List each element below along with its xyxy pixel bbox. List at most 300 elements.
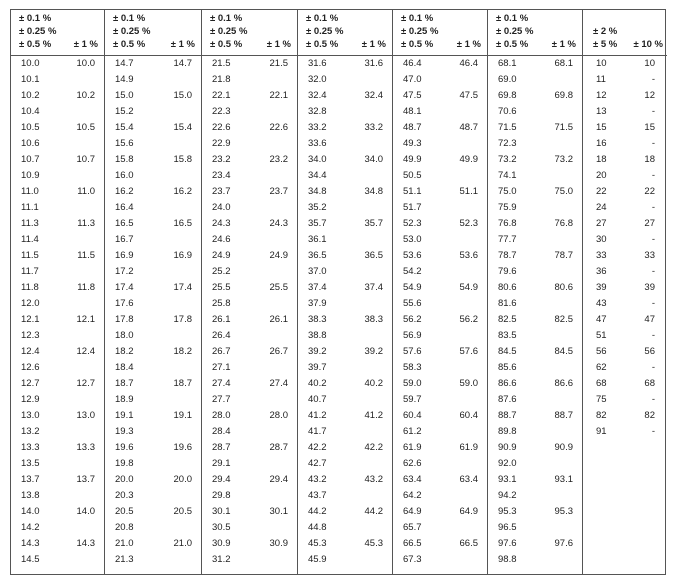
value-cell: 22.1 [212,90,231,101]
value-cell: 13.2 [21,426,40,437]
value-cell: 45.9 [308,554,327,565]
value-cell: 13.8 [21,490,40,501]
value-cell: - [651,298,655,309]
value-cell: 42.2 [308,442,327,453]
value-cell: 10 [644,58,655,69]
value-cell: 11.3 [77,218,95,229]
value-cell: 20.5 [115,506,134,517]
value-cell: 34.0 [308,154,327,165]
value-cell: 18 [596,154,607,165]
value-cell: 69.0 [498,74,517,85]
value-cell: 44.8 [308,522,327,533]
value-cell: 96.5 [498,522,517,533]
value-cell: 58.3 [403,362,422,373]
value-cell: 34.0 [364,154,383,165]
value-cell: 16.9 [115,250,134,261]
value-cell: 59.0 [403,378,422,389]
tolerance-group [488,10,583,574]
value-cell: 28.0 [212,410,231,421]
value-cell: 71.5 [498,122,517,133]
value-cell: 13.7 [21,474,40,485]
value-cell: 67.3 [403,554,422,565]
header-label: ± 0.25 % [496,26,534,37]
value-cell: 56.2 [459,314,478,325]
value-cell: 11.0 [21,186,39,197]
value-cell: 12.1 [76,314,95,325]
value-cell: 19.1 [173,410,192,421]
value-cell: 10.0 [21,58,40,69]
value-cell: 87.6 [498,394,517,405]
value-cell: 33.6 [308,138,327,149]
header-label: ± 0.5 % [210,39,243,50]
value-cell: 41.7 [308,426,327,437]
header-label: ± 0.1 % [306,13,339,24]
value-cell: 40.2 [308,378,327,389]
value-cell: 10.5 [21,122,40,133]
value-cell: - [651,362,655,373]
value-cell: 68.1 [554,58,573,69]
value-cell: 59.7 [403,394,422,405]
value-cell: 63.4 [459,474,478,485]
value-cell: 31.2 [212,554,231,565]
value-cell: 26.1 [212,314,231,325]
value-cell: 25.5 [269,282,288,293]
value-cell: 39.2 [364,346,383,357]
value-cell: 23.2 [269,154,288,165]
value-cell: 11.0 [77,186,95,197]
header-label: ± 2 % [593,26,618,37]
value-cell: 68.1 [498,58,517,69]
value-cell: 42.7 [308,458,327,469]
value-cell: 32.8 [308,106,327,117]
value-cell: 72.3 [498,138,517,149]
value-cell: 12.1 [21,314,40,325]
value-cell: 15.0 [173,90,192,101]
tolerance-group [393,10,488,574]
value-cell: 28.0 [269,410,288,421]
value-cell: 20.5 [173,506,192,517]
value-cell: 89.8 [498,426,517,437]
value-cell: 95.3 [554,506,573,517]
tolerance-group [298,10,393,574]
value-cell: 21.5 [269,58,288,69]
value-cell: 29.4 [212,474,231,485]
value-cell: 56.9 [403,330,422,341]
value-cell: 42.2 [364,442,383,453]
group-header [202,10,297,56]
value-cell: 21.8 [212,74,231,85]
value-cell: 15.8 [173,154,192,165]
header-label: ± 0.5 % [306,39,339,50]
value-cell: 37.0 [308,266,327,277]
header-label: ± 0.5 % [19,39,52,50]
group-header [393,10,487,56]
header-label: ± 0.25 % [306,26,344,37]
value-cell: 12.6 [21,362,40,373]
value-cell: 19.6 [115,442,134,453]
value-cell: 10.6 [21,138,40,149]
header-label: ± 10 % [633,39,663,50]
value-cell: 16.4 [115,202,134,213]
value-cell: 35.7 [364,218,383,229]
value-cell: 10.4 [21,106,40,117]
value-cell: 21.5 [212,58,231,69]
value-cell: 19.1 [115,410,134,421]
value-cell: 81.6 [498,298,517,309]
value-cell: 94.2 [498,490,517,501]
value-cell: 14.7 [115,58,134,69]
value-cell: 79.6 [498,266,517,277]
value-cell: 12.7 [21,378,40,389]
value-cell: 11.3 [21,218,39,229]
value-cell: 32.4 [364,90,383,101]
value-cell: 15.8 [115,154,134,165]
value-cell: 18.4 [115,362,134,373]
value-cell: 26.4 [212,330,231,341]
value-cell: 64.2 [403,490,422,501]
value-cell: 11.7 [21,266,39,277]
value-cell: 17.4 [173,282,192,293]
header-label: ± 0.25 % [113,26,151,37]
value-cell: 43 [596,298,607,309]
value-cell: 38.3 [364,314,383,325]
value-cell: 21.0 [115,538,134,549]
value-cell: 12.9 [21,394,40,405]
value-cell: 12.3 [21,330,40,341]
value-cell: 40.2 [364,378,383,389]
value-cell: 43.7 [308,490,327,501]
value-cell: 38.3 [308,314,327,325]
value-cell: 25.2 [212,266,231,277]
value-cell: 24.9 [212,250,231,261]
value-cell: 16.2 [173,186,192,197]
resistor-value-table [10,9,666,575]
value-cell: 64.9 [459,506,478,517]
value-cell: 33.2 [308,122,327,133]
value-cell: 10.2 [21,90,40,101]
value-cell: 19.8 [115,458,134,469]
value-cell: 47.5 [403,90,422,101]
value-cell: 10.9 [21,170,40,181]
value-cell: 61.9 [403,442,422,453]
value-cell: 49.3 [403,138,422,149]
value-cell: 33 [596,250,607,261]
value-cell: 29.4 [269,474,288,485]
value-cell: 53.6 [459,250,478,261]
value-cell: 49.9 [403,154,422,165]
value-cell: 77.7 [498,234,517,245]
value-cell: 27.1 [212,362,231,373]
value-cell: 30 [596,234,607,245]
value-cell: 97.6 [554,538,573,549]
value-cell: 47.0 [403,74,422,85]
value-cell: - [651,138,655,149]
value-cell: - [651,74,655,85]
group-header [298,10,392,56]
value-cell: 10.7 [21,154,40,165]
value-cell: 28.4 [212,426,231,437]
group-header [11,10,104,56]
header-label: ± 0.25 % [19,26,57,37]
value-cell: 11.1 [21,202,39,213]
value-cell: 14.3 [21,538,40,549]
value-cell: 84.5 [554,346,573,357]
value-cell: 82.5 [554,314,573,325]
value-cell: 66.5 [403,538,422,549]
value-cell: 26.7 [269,346,288,357]
value-cell: 15.2 [115,106,134,117]
value-cell: 41.2 [364,410,383,421]
value-cell: 44.2 [364,506,383,517]
value-cell: 92.0 [498,458,517,469]
value-cell: - [651,394,655,405]
value-cell: 53.0 [403,234,422,245]
group-header [105,10,201,56]
value-cell: 59.0 [459,378,478,389]
value-cell: 80.6 [498,282,517,293]
value-cell: 80.6 [554,282,573,293]
value-cell: 34.4 [308,170,327,181]
header-label: ± 0.5 % [113,39,146,50]
value-cell: 75.0 [554,186,573,197]
value-cell: 15.0 [115,90,134,101]
value-cell: 73.2 [498,154,517,165]
value-cell: 75.9 [498,202,517,213]
value-cell: 22.3 [212,106,231,117]
header-label: ± 1 % [551,39,576,50]
value-cell: 12.0 [21,298,40,309]
value-cell: 14.3 [76,538,95,549]
value-cell: 13.0 [76,410,95,421]
value-cell: - [651,426,655,437]
value-cell: 86.6 [498,378,517,389]
value-cell: 18.9 [115,394,134,405]
value-cell: 85.6 [498,362,517,373]
value-cell: 35.7 [308,218,327,229]
value-cell: 37.4 [364,282,383,293]
value-cell: 16.2 [115,186,134,197]
value-cell: 82.5 [498,314,517,325]
value-cell: 13.7 [76,474,95,485]
value-cell: 14.5 [21,554,40,565]
value-cell: 28.7 [212,442,231,453]
value-cell: 30.5 [212,522,231,533]
value-cell: 30.9 [212,538,231,549]
value-cell: 69.8 [554,90,573,101]
value-cell: 60.4 [459,410,478,421]
value-cell: 39 [596,282,607,293]
value-cell: 32.4 [308,90,327,101]
value-cell: 97.6 [498,538,517,549]
value-cell: 91 [596,426,607,437]
value-cell: - [651,266,655,277]
value-cell: 44.2 [308,506,327,517]
value-cell: 16.9 [173,250,192,261]
value-cell: 68 [644,378,655,389]
value-cell: 82 [644,410,655,421]
value-cell: 11 [596,74,606,85]
value-cell: 14.0 [76,506,95,517]
value-cell: 17.8 [173,314,192,325]
value-cell: 24.0 [212,202,231,213]
value-cell: 14.7 [173,58,192,69]
header-label: ± 0.5 % [401,39,434,50]
value-cell: 36.5 [364,250,383,261]
value-cell: - [651,106,655,117]
value-cell: 29.1 [212,458,231,469]
value-cell: 20.8 [115,522,134,533]
value-cell: 45.3 [364,538,383,549]
value-cell: 57.6 [403,346,422,357]
value-cell: 90.9 [554,442,573,453]
value-cell: 15.4 [115,122,134,133]
value-cell: 13.5 [21,458,40,469]
value-cell: 51 [596,330,607,341]
value-cell: 24 [596,202,607,213]
value-cell: 56.2 [403,314,422,325]
value-cell: 86.6 [554,378,573,389]
value-cell: 40.7 [308,394,327,405]
value-cell: 36.1 [308,234,327,245]
value-cell: 53.6 [403,250,422,261]
value-cell: 16.5 [173,218,192,229]
value-cell: 83.5 [498,330,517,341]
value-cell: 74.1 [498,170,517,181]
value-cell: 28.7 [269,442,288,453]
value-cell: 24.3 [269,218,288,229]
value-cell: 76.8 [554,218,573,229]
header-label: ± 0.25 % [210,26,248,37]
value-cell: 22.6 [269,122,288,133]
value-cell: 95.3 [498,506,517,517]
value-cell: 11.5 [21,250,39,261]
value-cell: 54.2 [403,266,422,277]
value-cell: 11.5 [77,250,95,261]
value-cell: 56 [644,346,655,357]
value-cell: 46.4 [403,58,422,69]
header-label: ± 1 % [266,39,291,50]
value-cell: 30.1 [212,506,231,517]
value-cell: 25.8 [212,298,231,309]
header-label: ± 0.1 % [19,13,52,24]
value-cell: 49.9 [459,154,478,165]
value-cell: 60.4 [403,410,422,421]
value-cell: 15.4 [173,122,192,133]
header-label: ± 1 % [361,39,386,50]
value-cell: 19.6 [173,442,192,453]
value-cell: - [651,202,655,213]
value-cell: 24.3 [212,218,231,229]
value-cell: 22.9 [212,138,231,149]
value-cell: - [651,170,655,181]
value-cell: 18.2 [115,346,134,357]
group-header [488,10,582,56]
value-cell: 13 [596,106,607,117]
value-cell: 38.8 [308,330,327,341]
value-cell: 84.5 [498,346,517,357]
value-cell: - [651,330,655,341]
tolerance-group [105,10,202,574]
value-cell: 12.7 [76,378,95,389]
value-cell: 36.5 [308,250,327,261]
value-cell: 78.7 [498,250,517,261]
value-cell: 54.9 [459,282,478,293]
value-cell: 22.6 [212,122,231,133]
value-cell: 15 [644,122,655,133]
value-cell: 26.1 [269,314,288,325]
value-cell: 27 [644,218,655,229]
value-cell: 20.0 [173,474,192,485]
value-cell: 22 [596,186,607,197]
value-cell: 56 [596,346,607,357]
value-cell: 88.7 [554,410,573,421]
value-cell: 43.2 [364,474,383,485]
value-cell: 48.7 [403,122,422,133]
value-cell: 39 [644,282,655,293]
value-cell: 10.0 [76,58,95,69]
value-cell: - [651,234,655,245]
value-cell: 29.8 [212,490,231,501]
value-cell: 48.1 [403,106,422,117]
value-cell: 26.7 [212,346,231,357]
value-cell: 31.6 [364,58,383,69]
value-cell: 34.8 [308,186,327,197]
value-cell: 63.4 [403,474,422,485]
value-cell: 66.5 [459,538,478,549]
value-cell: 70.6 [498,106,517,117]
value-cell: 23.2 [212,154,231,165]
value-cell: 35.2 [308,202,327,213]
value-cell: 24.9 [269,250,288,261]
value-cell: 18.2 [173,346,192,357]
value-cell: 30.9 [269,538,288,549]
value-cell: 57.6 [459,346,478,357]
value-cell: 17.8 [115,314,134,325]
value-cell: 21.3 [115,554,134,565]
value-cell: 14.9 [115,74,134,85]
value-cell: 18 [644,154,655,165]
header-label: ± 0.1 % [210,13,243,24]
tolerance-group [583,10,667,574]
value-cell: 13.0 [21,410,40,421]
value-cell: 73.2 [554,154,573,165]
value-cell: 52.3 [459,218,478,229]
value-cell: 16 [596,138,607,149]
value-cell: 12 [644,90,655,101]
header-label: ± 0.1 % [401,13,434,24]
value-cell: 16.0 [115,170,134,181]
value-cell: 10.2 [76,90,95,101]
value-cell: 90.9 [498,442,517,453]
tolerance-group [11,10,105,574]
value-cell: 48.7 [459,122,478,133]
value-cell: 46.4 [459,58,478,69]
value-cell: 27.4 [269,378,288,389]
value-cell: 45.3 [308,538,327,549]
header-label: ± 0.25 % [401,26,439,37]
value-cell: 10.1 [21,74,40,85]
value-cell: 24.6 [212,234,231,245]
value-cell: 65.7 [403,522,422,533]
value-cell: 51.1 [459,186,478,197]
value-cell: 11.8 [77,282,95,293]
value-cell: 17.6 [115,298,134,309]
value-cell: 82 [596,410,607,421]
value-cell: 43.2 [308,474,327,485]
value-cell: 19.3 [115,426,134,437]
header-label: ± 1 % [456,39,481,50]
value-cell: 32.0 [308,74,327,85]
